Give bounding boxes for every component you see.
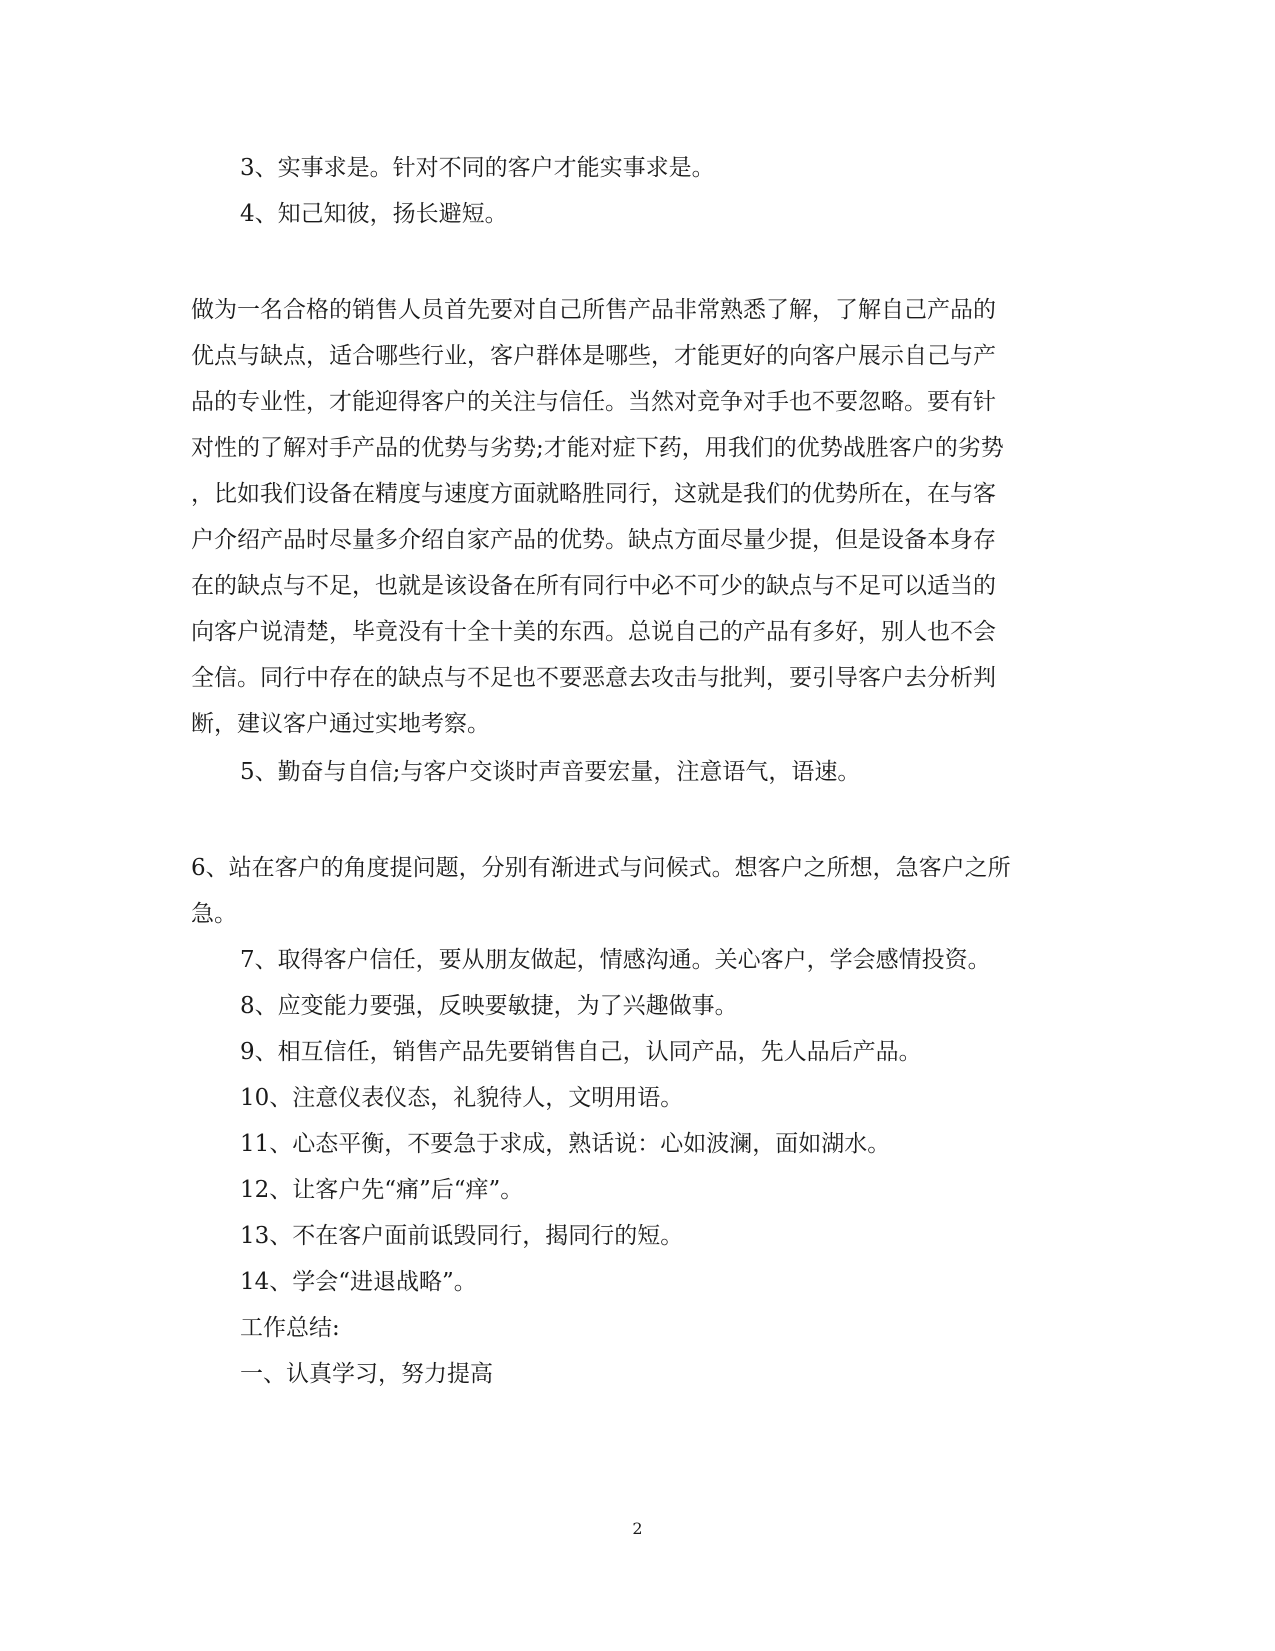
list-item-4: 4、知己知彼，扬长避短。 [240,201,508,227]
list-item-13: 13、不在客户面前诋毁同行，揭同行的短。 [240,1223,684,1249]
page-number: 2 [632,1519,643,1538]
list-item-9: 9、相互信任，销售产品先要销售自己，认同产品，先人品后产品。 [240,1039,922,1065]
paragraph-line: 在的缺点与不足，也就是该设备在所有同行中必不可少的缺点与不足可以适当的 [191,573,996,599]
paragraph-line: 断，建议客户通过实地考察。 [191,711,490,737]
list-item-12: 12、让客户先“痛”后“痒”。 [240,1177,524,1203]
list-item-5: 5、勤奋与自信;与客户交谈时声音要宏量，注意语气，语速。 [240,759,861,785]
paragraph-line: 品的专业性，才能迎得客户的关注与信任。当然对竞争对手也不要忽略。要有针 [191,389,996,415]
list-item-11: 11、心态平衡，不要急于求成，熟话说：心如波澜，面如湖水。 [240,1131,891,1157]
list-item-6-line: 急。 [191,901,237,927]
list-item-6-line: 6、站在客户的角度提问题，分别有渐进式与问候式。想客户之所想，急客户之所 [191,855,1011,881]
subsection-heading: 一、认真学习，努力提高 [240,1361,493,1387]
paragraph-line: 向客户说清楚，毕竟没有十全十美的东西。总说自己的产品有多好，别人也不会 [191,619,996,645]
paragraph-line: 优点与缺点，适合哪些行业，客户群体是哪些，才能更好的向客户展示自己与产 [191,343,996,369]
list-item-14: 14、学会“进退战略”。 [240,1269,477,1295]
paragraph-line: 对性的了解对手产品的优势与劣势;才能对症下药，用我们的优势战胜客户的劣势 [191,435,1004,461]
section-heading: 工作总结: [240,1315,340,1341]
paragraph-line: ，比如我们设备在精度与速度方面就略胜同行，这就是我们的优势所在，在与客 [191,481,996,507]
paragraph-line: 户介绍产品时尽量多介绍自家产品的优势。缺点方面尽量少提，但是设备本身存 [191,527,996,553]
list-item-7: 7、取得客户信任，要从朋友做起，情感沟通。关心客户，学会感情投资。 [240,947,991,973]
list-item-10: 10、注意仪表仪态，礼貌待人，文明用语。 [240,1085,684,1111]
list-item-8: 8、应变能力要强，反映要敏捷，为了兴趣做事。 [240,993,738,1019]
list-item-3: 3、实事求是。针对不同的客户才能实事求是。 [240,155,715,181]
paragraph-line: 全信。同行中存在的缺点与不足也不要恶意去攻击与批判，要引导客户去分析判 [191,665,996,691]
paragraph-line: 做为一名合格的销售人员首先要对自己所售产品非常熟悉了解，了解自己产品的 [191,297,996,323]
